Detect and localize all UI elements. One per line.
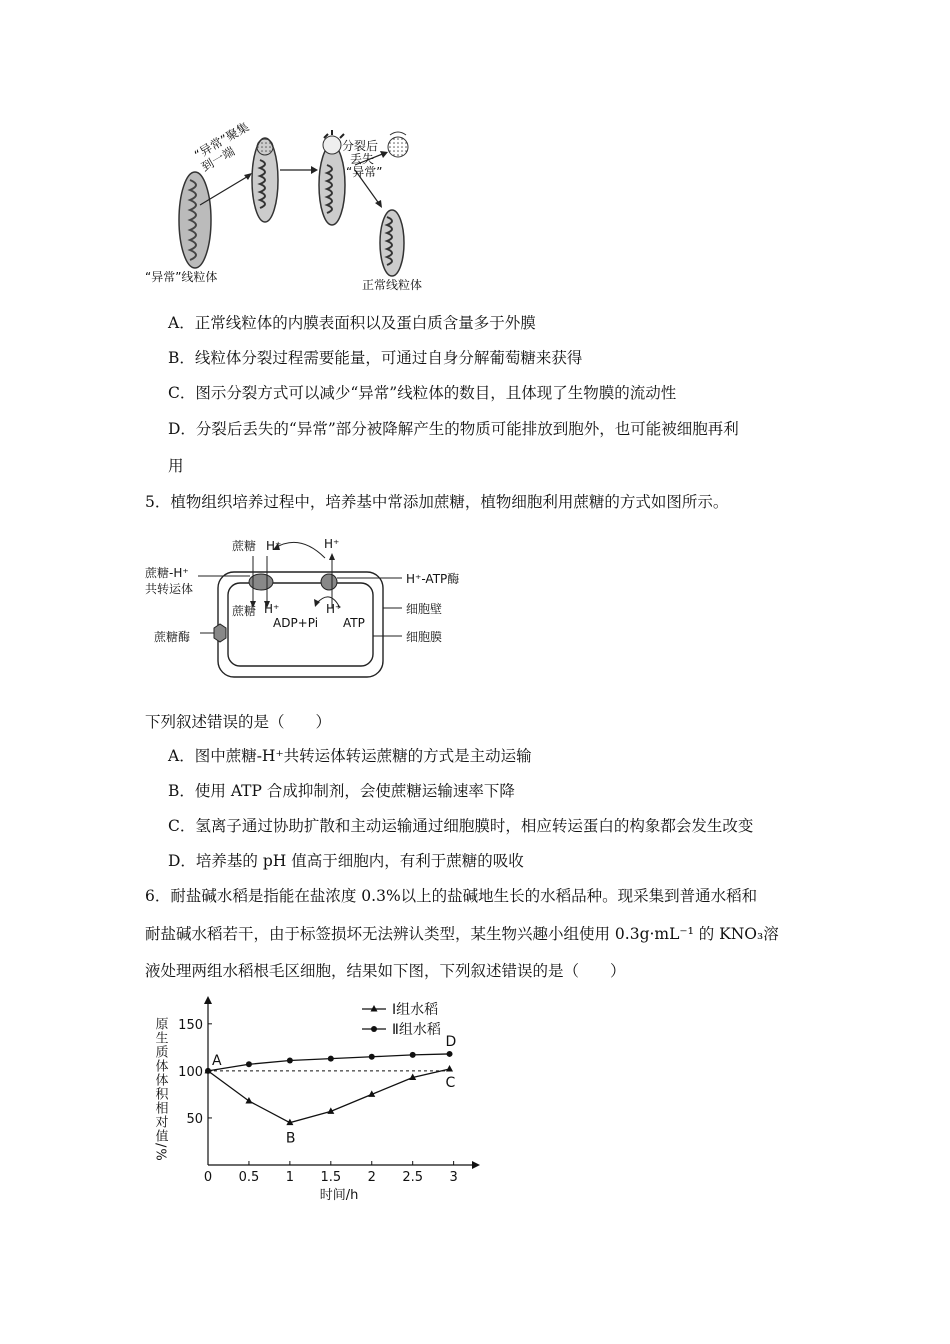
fig-label-cotransporter-2: 共转运体: [145, 582, 194, 596]
abnormal-mitochondrion: [179, 172, 211, 268]
label-split-lost-1: 分裂后: [342, 139, 379, 153]
series-2-point: [246, 1061, 252, 1067]
point-label-c: C: [445, 1075, 456, 1091]
point-label-d: D: [445, 1033, 457, 1050]
y-axis-arrow: [204, 996, 212, 1004]
legend-label-2: Ⅱ组水稻: [392, 1022, 441, 1038]
q4-option-d-cont: 用: [168, 457, 184, 475]
series-1-point: [245, 1097, 252, 1104]
fig-label-cell-wall: 细胞壁: [406, 602, 443, 616]
q5-question: 下列叙述错误的是（ ）: [145, 713, 332, 731]
series-2-point: [328, 1056, 334, 1062]
series-2-point: [205, 1068, 211, 1074]
q4-option-b: B．线粒体分裂过程需要能量，可通过自身分解葡萄糖来获得: [168, 349, 583, 367]
q5-option-b: B．使用 ATP 合成抑制剂，会使蔗糖运输速率下降: [168, 782, 515, 800]
caption-abnormal-mitochondrion: “异常”线粒体: [145, 270, 218, 284]
fig-label-atpase: H⁺-ATP酶: [406, 572, 460, 586]
series-2-point: [287, 1058, 293, 1064]
fig-label-adp-pi: ADP+Pi: [273, 616, 319, 630]
legend-marker-1: [371, 1005, 378, 1012]
fig-label-cell-membrane: 细胞膜: [406, 630, 443, 644]
q6-stem-line-2: 耐盐碱水稻若干，由于标签损坏无法辨认类型，某生物兴趣小组使用 0.3g·mL⁻¹ 的 KNO₃溶: [145, 925, 779, 943]
point-label-b: B: [285, 1130, 296, 1147]
fig-label-sucrose-in: 蔗糖: [232, 604, 257, 618]
protoplast-volume-chart: [140, 995, 480, 1205]
y-tick-label: 150: [178, 1017, 203, 1033]
point-label-a: A: [212, 1052, 222, 1069]
label-abnormal-gather: “异常”聚集到一端: [192, 119, 252, 175]
fig-label-cotransporter-1: 蔗糖-H⁺: [145, 566, 189, 580]
x-tick-label: 0.5: [238, 1170, 260, 1185]
q5-option-d: D．培养基的 pH 值高于细胞内，有利于蔗糖的吸收: [168, 852, 524, 870]
x-tick-label: 0: [203, 1170, 213, 1185]
x-tick-label: 1.5: [320, 1170, 342, 1185]
gathered-mitochondrion: [252, 138, 278, 222]
y-axis-label: 原生质体体积相对值/%: [152, 1017, 168, 1162]
series-2-point: [369, 1054, 375, 1060]
sucrose-transport-figure: [140, 528, 500, 688]
series-1-point: [446, 1065, 453, 1072]
q5-stem: 5．植物组织培养过程中，培养基中常添加蔗糖，植物细胞利用蔗糖的方式如图所示。: [145, 493, 729, 511]
x-tick-label: 1: [285, 1170, 295, 1185]
q5-option-c: C．氢离子通过协助扩散和主动运输通过细胞膜时，相应转运蛋白的构象都会发生改变: [168, 817, 754, 835]
x-tick-label: 3: [449, 1170, 458, 1185]
lost-abnormal-part: [388, 132, 408, 157]
y-tick-label: 100: [178, 1064, 203, 1080]
x-tick-label: 2: [367, 1170, 376, 1185]
q6-stem-line-1: 6．耐盐碱水稻是指能在盐浓度 0.3%以上的盐碱地生长的水稻品种。现采集到普通水稻和: [145, 887, 758, 905]
q5-option-a: A．图中蔗糖-H⁺共转运体转运蔗糖的方式是主动运输: [168, 747, 532, 765]
series-2-point: [447, 1051, 453, 1057]
series-2-point: [410, 1052, 416, 1058]
sucrase-enzyme: [214, 624, 226, 642]
q4-option-c: C．图示分裂方式可以减少“异常”线粒体的数目，且体现了生物膜的流动性: [168, 384, 677, 402]
x-tick-label: 2.5: [402, 1170, 424, 1185]
fig-label-h-top2: H⁺: [324, 537, 340, 551]
q4-option-a: A．正常线粒体的内膜表面积以及蛋白质含量多于外膜: [168, 314, 536, 332]
normal-mitochondrion: [380, 210, 404, 276]
q4-option-d: D．分裂后丢失的“异常”部分被降解产生的物质可能排放到胞外，也可能被细胞再利: [168, 420, 739, 438]
label-split-lost-2: 丢失: [350, 152, 375, 166]
fig-label-h-in1: H⁺: [264, 602, 280, 616]
fig-label-h-top1: H⁺: [266, 539, 282, 553]
atpase-protein: [321, 574, 337, 590]
caption-normal-mitochondrion: 正常线粒体: [362, 278, 423, 292]
fig-label-h-in2: H⁺: [326, 602, 342, 616]
legend-marker-2: [371, 1026, 377, 1032]
legend-label-1: Ⅰ组水稻: [392, 1002, 439, 1018]
x-axis-arrow: [472, 1161, 480, 1169]
fig-label-sucrose-top: 蔗糖: [232, 539, 257, 553]
x-axis-label: 时间/h: [319, 1188, 359, 1203]
y-tick-label: 50: [186, 1111, 203, 1127]
label-split-lost-3: “异常”: [346, 165, 383, 179]
fig-label-atp: ATP: [343, 616, 365, 630]
q6-stem-line-3: 液处理两组水稻根毛区细胞，结果如下图，下列叙述错误的是（ ）: [145, 962, 626, 980]
fig-label-sucrase: 蔗糖酶: [154, 630, 191, 644]
